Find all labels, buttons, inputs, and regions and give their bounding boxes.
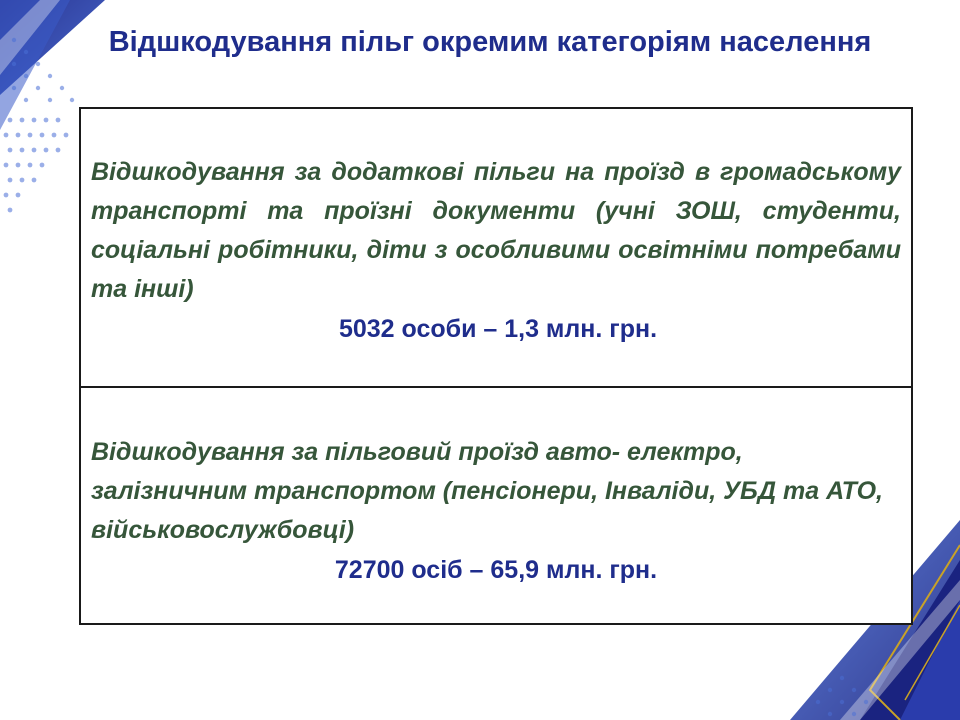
table-row — [81, 388, 911, 623]
benefits-table — [79, 107, 913, 625]
row-description: Відшкодування за пільговий проїзд авто- електро, залізничним транспортом (пенсіонери, Інваліди, УБД та АТО, військовослужбовці) — [91, 438, 883, 544]
slide-title: Відшкодування пільг окремим категоріям населення — [108, 26, 872, 58]
row-description: Відшкодування за додаткові пільги на проїзд в громадському транспорті та проїзні документи (учні ЗОШ, студенти, соціальні робітники, діти з особливими освітніми потребами та інші) — [91, 158, 901, 303]
row-amount: 5032 особи – 1,3 млн. грн. — [338, 315, 658, 343]
row-amount: 72700 осіб – 65,9 млн. грн. — [334, 556, 658, 584]
table-row — [81, 109, 911, 388]
